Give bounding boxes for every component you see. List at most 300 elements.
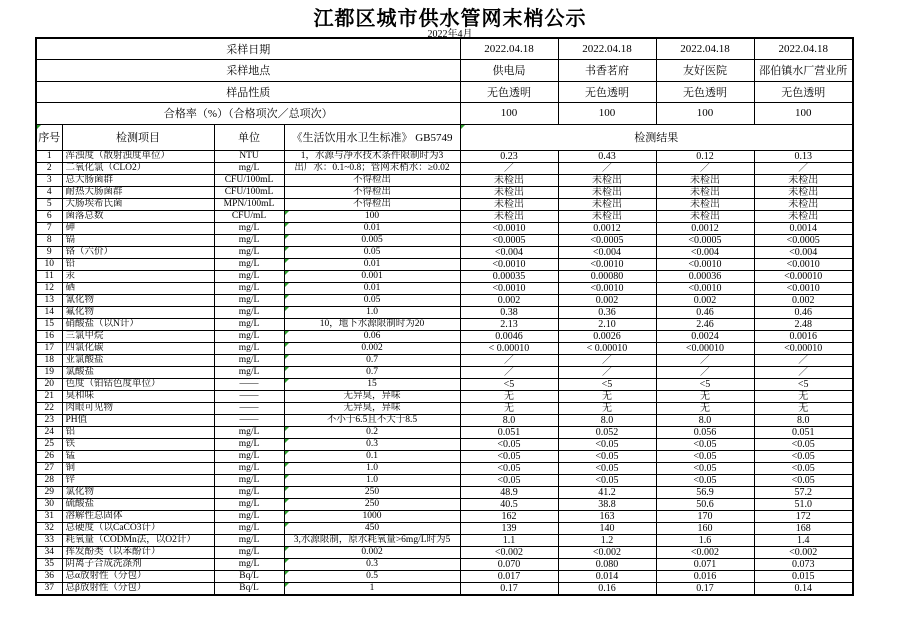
row-index: 11 (36, 270, 62, 282)
item-name: 氟化物 (62, 306, 214, 318)
row-index: 1 (36, 150, 62, 162)
excel-flag-icon (285, 475, 289, 479)
result-value: <0.05 (558, 438, 656, 450)
result-value: <0.0010 (656, 258, 754, 270)
table-row (36, 318, 853, 330)
row-index: 21 (36, 390, 62, 402)
table-row (36, 103, 853, 125)
standard-limit-text: 1.0 (366, 462, 378, 473)
item-name: 浑浊度（散射浊度单位） (62, 150, 214, 162)
standard-limit-text: 0.05 (363, 246, 381, 257)
standard-limit (284, 318, 460, 330)
result-value: <0.05 (754, 450, 853, 462)
sampling-site: 供电局 (460, 60, 558, 82)
result-value: 163 (558, 510, 656, 522)
item-name: PH值 (62, 414, 214, 426)
result-value: <0.0010 (754, 258, 853, 270)
table-row (36, 222, 853, 234)
result-value: 172 (754, 510, 853, 522)
result-value: 41.2 (558, 486, 656, 498)
result-value: 1.1 (460, 534, 558, 546)
row-index: 13 (36, 294, 62, 306)
row-index: 8 (36, 234, 62, 246)
item-unit: mg/L (214, 162, 284, 174)
result-value: 0.080 (558, 558, 656, 570)
result-value: 0.071 (656, 558, 754, 570)
result-value: 170 (656, 510, 754, 522)
result-value: 1.4 (754, 534, 853, 546)
standard-limit (284, 438, 460, 450)
excel-flag-icon (285, 499, 289, 503)
standard-limit (284, 186, 460, 198)
result-value: 0.13 (754, 150, 853, 162)
result-value: 无 (656, 402, 754, 414)
row-index: 3 (36, 174, 62, 186)
sampling-site: 书香茗府 (558, 60, 656, 82)
sample-nature: 无色透明 (558, 81, 656, 103)
table-row (36, 162, 853, 174)
standard-limit (284, 210, 460, 222)
water-quality-table (35, 37, 854, 596)
sampling-date: 2022.04.18 (460, 38, 558, 60)
item-unit: —— (214, 390, 284, 402)
result-value: 未检出 (558, 174, 656, 186)
row-index: 25 (36, 438, 62, 450)
item-name: 肉眼可见物 (62, 402, 214, 414)
row-index: 15 (36, 318, 62, 330)
item-unit: mg/L (214, 510, 284, 522)
result-value: 未检出 (558, 198, 656, 210)
result-value: 0.0046 (460, 330, 558, 342)
item-unit: mg/L (214, 246, 284, 258)
item-name: 氯酸盐 (62, 366, 214, 378)
row-index: 17 (36, 342, 62, 354)
item-unit: —— (214, 414, 284, 426)
table-row (36, 462, 853, 474)
result-value: 8.0 (558, 414, 656, 426)
result-value: <0.0010 (460, 258, 558, 270)
result-value: 0.23 (460, 150, 558, 162)
item-unit: mg/L (214, 558, 284, 570)
row-index: 23 (36, 414, 62, 426)
report-month: 2022年4月 (427, 29, 473, 40)
result-value: 无 (460, 390, 558, 402)
row-index: 18 (36, 354, 62, 366)
result-value: <0.05 (460, 474, 558, 486)
result-value: 0.38 (460, 306, 558, 318)
result-value: 0.052 (558, 426, 656, 438)
table-row (36, 234, 853, 246)
result-value: <0.05 (558, 474, 656, 486)
item-unit: mg/L (214, 546, 284, 558)
table-row (36, 258, 853, 270)
result-value: ／ (754, 366, 853, 378)
standard-limit (284, 258, 460, 270)
result-value: 无 (558, 390, 656, 402)
page-title: 江都区城市供水管网末梢公示 (313, 8, 587, 30)
result-value: <0.05 (558, 462, 656, 474)
result-value: 0.0016 (754, 330, 853, 342)
result-value: <0.002 (656, 546, 754, 558)
table-row (36, 246, 853, 258)
item-unit: CFU/100mL (214, 186, 284, 198)
standard-limit-text: 无异臭，异味 (343, 390, 401, 401)
excel-flag-icon (285, 343, 289, 347)
result-value: <0.002 (754, 546, 853, 558)
result-value: <0.05 (656, 462, 754, 474)
standard-limit-text: 15 (367, 378, 377, 389)
standard-limit-text: 0.01 (363, 222, 381, 233)
item-name: 阴离子合成洗涤剂 (62, 558, 214, 570)
item-unit: mg/L (214, 222, 284, 234)
result-value: 0.002 (656, 294, 754, 306)
result-value: <0.05 (460, 450, 558, 462)
result-value: ／ (656, 366, 754, 378)
result-value: 140 (558, 522, 656, 534)
excel-flag-icon (285, 451, 289, 455)
item-name: 氰化物 (62, 294, 214, 306)
item-name: 二氧化氯（CLO2） (62, 162, 214, 174)
row-index: 19 (36, 366, 62, 378)
standard-limit (284, 354, 460, 366)
standard-limit (284, 570, 460, 582)
item-name: 锌 (62, 474, 214, 486)
standard-limit (284, 534, 460, 546)
result-value: 0.46 (656, 306, 754, 318)
result-value: 168 (754, 522, 853, 534)
item-unit: mg/L (214, 318, 284, 330)
row-index: 2 (36, 162, 62, 174)
standard-limit (284, 246, 460, 258)
standard-limit-text: 0.01 (363, 282, 381, 293)
item-unit: mg/L (214, 306, 284, 318)
table-row (36, 150, 853, 162)
result-value: 0.002 (754, 294, 853, 306)
result-value: 0.0024 (656, 330, 754, 342)
excel-flag-icon (285, 211, 289, 215)
row-index: 33 (36, 534, 62, 546)
header-label: 合格率（%）（合格项次／总项次） (36, 103, 460, 125)
row-index: 5 (36, 198, 62, 210)
table-row (36, 582, 853, 595)
standard-limit-text: 出厂水：0.1~0.8；管网末梢水：≥0.02 (294, 162, 450, 173)
row-index: 22 (36, 402, 62, 414)
item-unit: mg/L (214, 498, 284, 510)
result-value: 0.0014 (754, 222, 853, 234)
standard-limit (284, 510, 460, 522)
item-unit: mg/L (214, 330, 284, 342)
excel-flag-icon (285, 223, 289, 227)
result-value: 0.00036 (656, 270, 754, 282)
standard-limit-text: 250 (364, 486, 380, 497)
sample-nature: 无色透明 (460, 81, 558, 103)
row-index: 24 (36, 426, 62, 438)
standard-limit (284, 222, 460, 234)
standard-limit-text: 不得检出 (352, 186, 391, 197)
excel-flag-icon (37, 125, 41, 129)
result-value: 未检出 (754, 174, 853, 186)
result-value: 0.051 (754, 426, 853, 438)
table-row (36, 270, 853, 282)
row-index: 7 (36, 222, 62, 234)
item-name: 总大肠菌群 (62, 174, 214, 186)
result-value: 0.14 (754, 582, 853, 595)
standard-limit-text: 0.7 (366, 366, 378, 377)
table-row (36, 210, 853, 222)
result-value: 0.070 (460, 558, 558, 570)
result-value: <0.0010 (460, 222, 558, 234)
excel-flag-icon (285, 511, 289, 515)
result-value: <0.05 (656, 450, 754, 462)
standard-limit (284, 390, 460, 402)
standard-limit (284, 198, 460, 210)
item-name: 汞 (62, 270, 214, 282)
item-name: 铜 (62, 462, 214, 474)
result-value: 0.0026 (558, 330, 656, 342)
result-value: 8.0 (656, 414, 754, 426)
excel-flag-icon (285, 523, 289, 527)
table-row (36, 366, 853, 378)
item-name: 大肠埃希氏菌 (62, 198, 214, 210)
standard-limit-text: 不得检出 (352, 198, 391, 209)
table-row (36, 558, 853, 570)
excel-flag-icon (285, 487, 289, 491)
standard-limit (284, 486, 460, 498)
item-unit: mg/L (214, 258, 284, 270)
standard-limit (284, 174, 460, 186)
result-value: <0.05 (460, 438, 558, 450)
item-name: 亚氯酸盐 (62, 354, 214, 366)
table-row (36, 198, 853, 210)
standard-limit-text: 0.002 (361, 342, 383, 353)
result-value: 2.46 (656, 318, 754, 330)
excel-flag-icon (285, 307, 289, 311)
result-value: <5 (460, 378, 558, 390)
excel-flag-icon (285, 583, 289, 587)
result-value: 无 (558, 402, 656, 414)
standard-limit (284, 450, 460, 462)
result-value: <0.004 (460, 246, 558, 258)
item-name: 耗氧量（CODMn法，以O2计） (62, 534, 214, 546)
item-name: 锰 (62, 450, 214, 462)
result-value: <0.05 (754, 474, 853, 486)
item-unit: mg/L (214, 450, 284, 462)
col-header-result (460, 124, 853, 150)
standard-limit-text: 0.3 (366, 558, 378, 569)
item-unit: mg/L (214, 294, 284, 306)
sampling-date: 2022.04.18 (656, 38, 754, 60)
result-value: 0.014 (558, 570, 656, 582)
table-row (36, 124, 853, 150)
result-value: 无 (754, 402, 853, 414)
standard-limit-text: 100 (364, 210, 380, 221)
result-value: <0.004 (558, 246, 656, 258)
result-value: 0.051 (460, 426, 558, 438)
standard-limit-text: 1000 (362, 510, 382, 521)
result-value: 2.13 (460, 318, 558, 330)
table-row (36, 522, 853, 534)
result-value: <0.05 (754, 438, 853, 450)
item-unit: NTU (214, 150, 284, 162)
result-value: 0.0012 (558, 222, 656, 234)
standard-limit-text: 不得检出 (352, 174, 391, 185)
standard-limit-text: 250 (364, 498, 380, 509)
item-name: 四氯化碳 (62, 342, 214, 354)
result-value: ／ (656, 162, 754, 174)
standard-limit (284, 306, 460, 318)
pass-rate: 100 (656, 103, 754, 125)
result-value: 无 (460, 402, 558, 414)
result-value: 57.2 (754, 486, 853, 498)
standard-limit (284, 402, 460, 414)
pass-rate: 100 (558, 103, 656, 125)
result-value: 未检出 (754, 210, 853, 222)
excel-flag-icon (285, 271, 289, 275)
result-value: 未检出 (656, 210, 754, 222)
result-value: <0.0005 (460, 234, 558, 246)
result-value: 未检出 (754, 186, 853, 198)
item-name: 色度（铂钴色度单位） (62, 378, 214, 390)
result-value: <0.0010 (754, 282, 853, 294)
row-index: 26 (36, 450, 62, 462)
standard-limit-text: 450 (364, 522, 380, 533)
standard-limit (284, 462, 460, 474)
standard-limit (284, 558, 460, 570)
result-value: 0.17 (656, 582, 754, 595)
col-header-standard: 《生活饮用水卫生标准》 GB5749 (284, 124, 460, 150)
result-value: 8.0 (460, 414, 558, 426)
item-unit: CFU/mL (214, 210, 284, 222)
standard-limit-text: 0.5 (366, 570, 378, 581)
sampling-date: 2022.04.18 (754, 38, 853, 60)
result-value: ／ (460, 366, 558, 378)
sampling-site: 邵伯镇水厂营业所 (754, 60, 853, 82)
item-name: 镉 (62, 234, 214, 246)
item-name: 硒 (62, 282, 214, 294)
result-value: 无 (754, 390, 853, 402)
item-unit: mg/L (214, 534, 284, 546)
item-name: 菌落总数 (62, 210, 214, 222)
row-index: 35 (36, 558, 62, 570)
table-row (36, 414, 853, 426)
result-value: 0.00035 (460, 270, 558, 282)
table-row (36, 342, 853, 354)
standard-limit (284, 378, 460, 390)
result-value: 0.00080 (558, 270, 656, 282)
standard-limit (284, 474, 460, 486)
standard-limit (284, 582, 460, 595)
standard-limit (284, 270, 460, 282)
row-index: 10 (36, 258, 62, 270)
standard-limit-text: 无异臭，异味 (343, 402, 401, 413)
table-row (36, 378, 853, 390)
result-value: 0.073 (754, 558, 853, 570)
col-header-index-label: 序号 (38, 132, 61, 144)
result-value: <0.0010 (558, 282, 656, 294)
item-unit: mg/L (214, 462, 284, 474)
result-value: <0.004 (754, 246, 853, 258)
excel-flag-icon (285, 283, 289, 287)
item-unit: mg/L (214, 354, 284, 366)
table-row (36, 438, 853, 450)
result-value: 未检出 (460, 210, 558, 222)
standard-limit-text: 0.3 (366, 438, 378, 449)
result-value: 162 (460, 510, 558, 522)
result-value: 未检出 (460, 198, 558, 210)
table-row (36, 498, 853, 510)
col-header-result-label: 检测结果 (634, 132, 679, 144)
result-value: 0.017 (460, 570, 558, 582)
table-row (36, 546, 853, 558)
item-name: 硫酸盐 (62, 498, 214, 510)
table-row (36, 510, 853, 522)
standard-limit (284, 330, 460, 342)
result-value: 未检出 (656, 186, 754, 198)
excel-flag-icon (285, 547, 289, 551)
result-value: 未检出 (656, 198, 754, 210)
standard-limit-text: 3,水源限制，原水耗氧量>6mg/L时为5 (293, 534, 451, 545)
item-unit: mg/L (214, 486, 284, 498)
standard-limit-text: 1，水源与净水技术条件限制时为3 (300, 150, 444, 161)
table-row (36, 60, 853, 82)
row-index: 16 (36, 330, 62, 342)
standard-limit (284, 522, 460, 534)
row-index: 20 (36, 378, 62, 390)
standard-limit-text: 不小于6.5且不大于8.5 (326, 414, 418, 425)
item-unit: mg/L (214, 282, 284, 294)
standard-limit (284, 366, 460, 378)
item-unit: mg/L (214, 474, 284, 486)
col-header-item: 检测项目 (62, 124, 214, 150)
result-value: 0.015 (754, 570, 853, 582)
excel-flag-icon (285, 259, 289, 263)
result-value: 38.8 (558, 498, 656, 510)
header-label: 样品性质 (36, 81, 460, 103)
excel-flag-icon (285, 439, 289, 443)
standard-limit-text: 10，地下水源限制时为20 (319, 318, 425, 329)
result-value: <0.002 (460, 546, 558, 558)
item-name: 总α放射性（分包） (62, 570, 214, 582)
table-row (36, 450, 853, 462)
table-row (36, 390, 853, 402)
standard-limit-text: 0.002 (361, 546, 383, 557)
item-unit: CFU/100mL (214, 174, 284, 186)
row-index: 4 (36, 186, 62, 198)
row-index: 34 (36, 546, 62, 558)
result-value: ／ (754, 162, 853, 174)
result-value: 2.48 (754, 318, 853, 330)
standard-limit-text: 0.1 (366, 450, 378, 461)
item-unit: mg/L (214, 438, 284, 450)
result-value: 8.0 (754, 414, 853, 426)
excel-flag-icon (461, 125, 465, 129)
item-unit: mg/L (214, 270, 284, 282)
standard-limit (284, 282, 460, 294)
excel-flag-icon (285, 463, 289, 467)
result-value: 0.46 (754, 306, 853, 318)
table-row (36, 174, 853, 186)
result-value: <0.05 (460, 462, 558, 474)
excel-flag-icon (285, 295, 289, 299)
item-name: 总β放射性（分包） (62, 582, 214, 595)
header-label: 采样地点 (36, 60, 460, 82)
sampling-date: 2022.04.18 (558, 38, 656, 60)
standard-limit (284, 342, 460, 354)
standard-limit (284, 150, 460, 162)
result-value: 0.056 (656, 426, 754, 438)
standard-limit-text: 0.06 (363, 330, 381, 341)
table-row (36, 306, 853, 318)
